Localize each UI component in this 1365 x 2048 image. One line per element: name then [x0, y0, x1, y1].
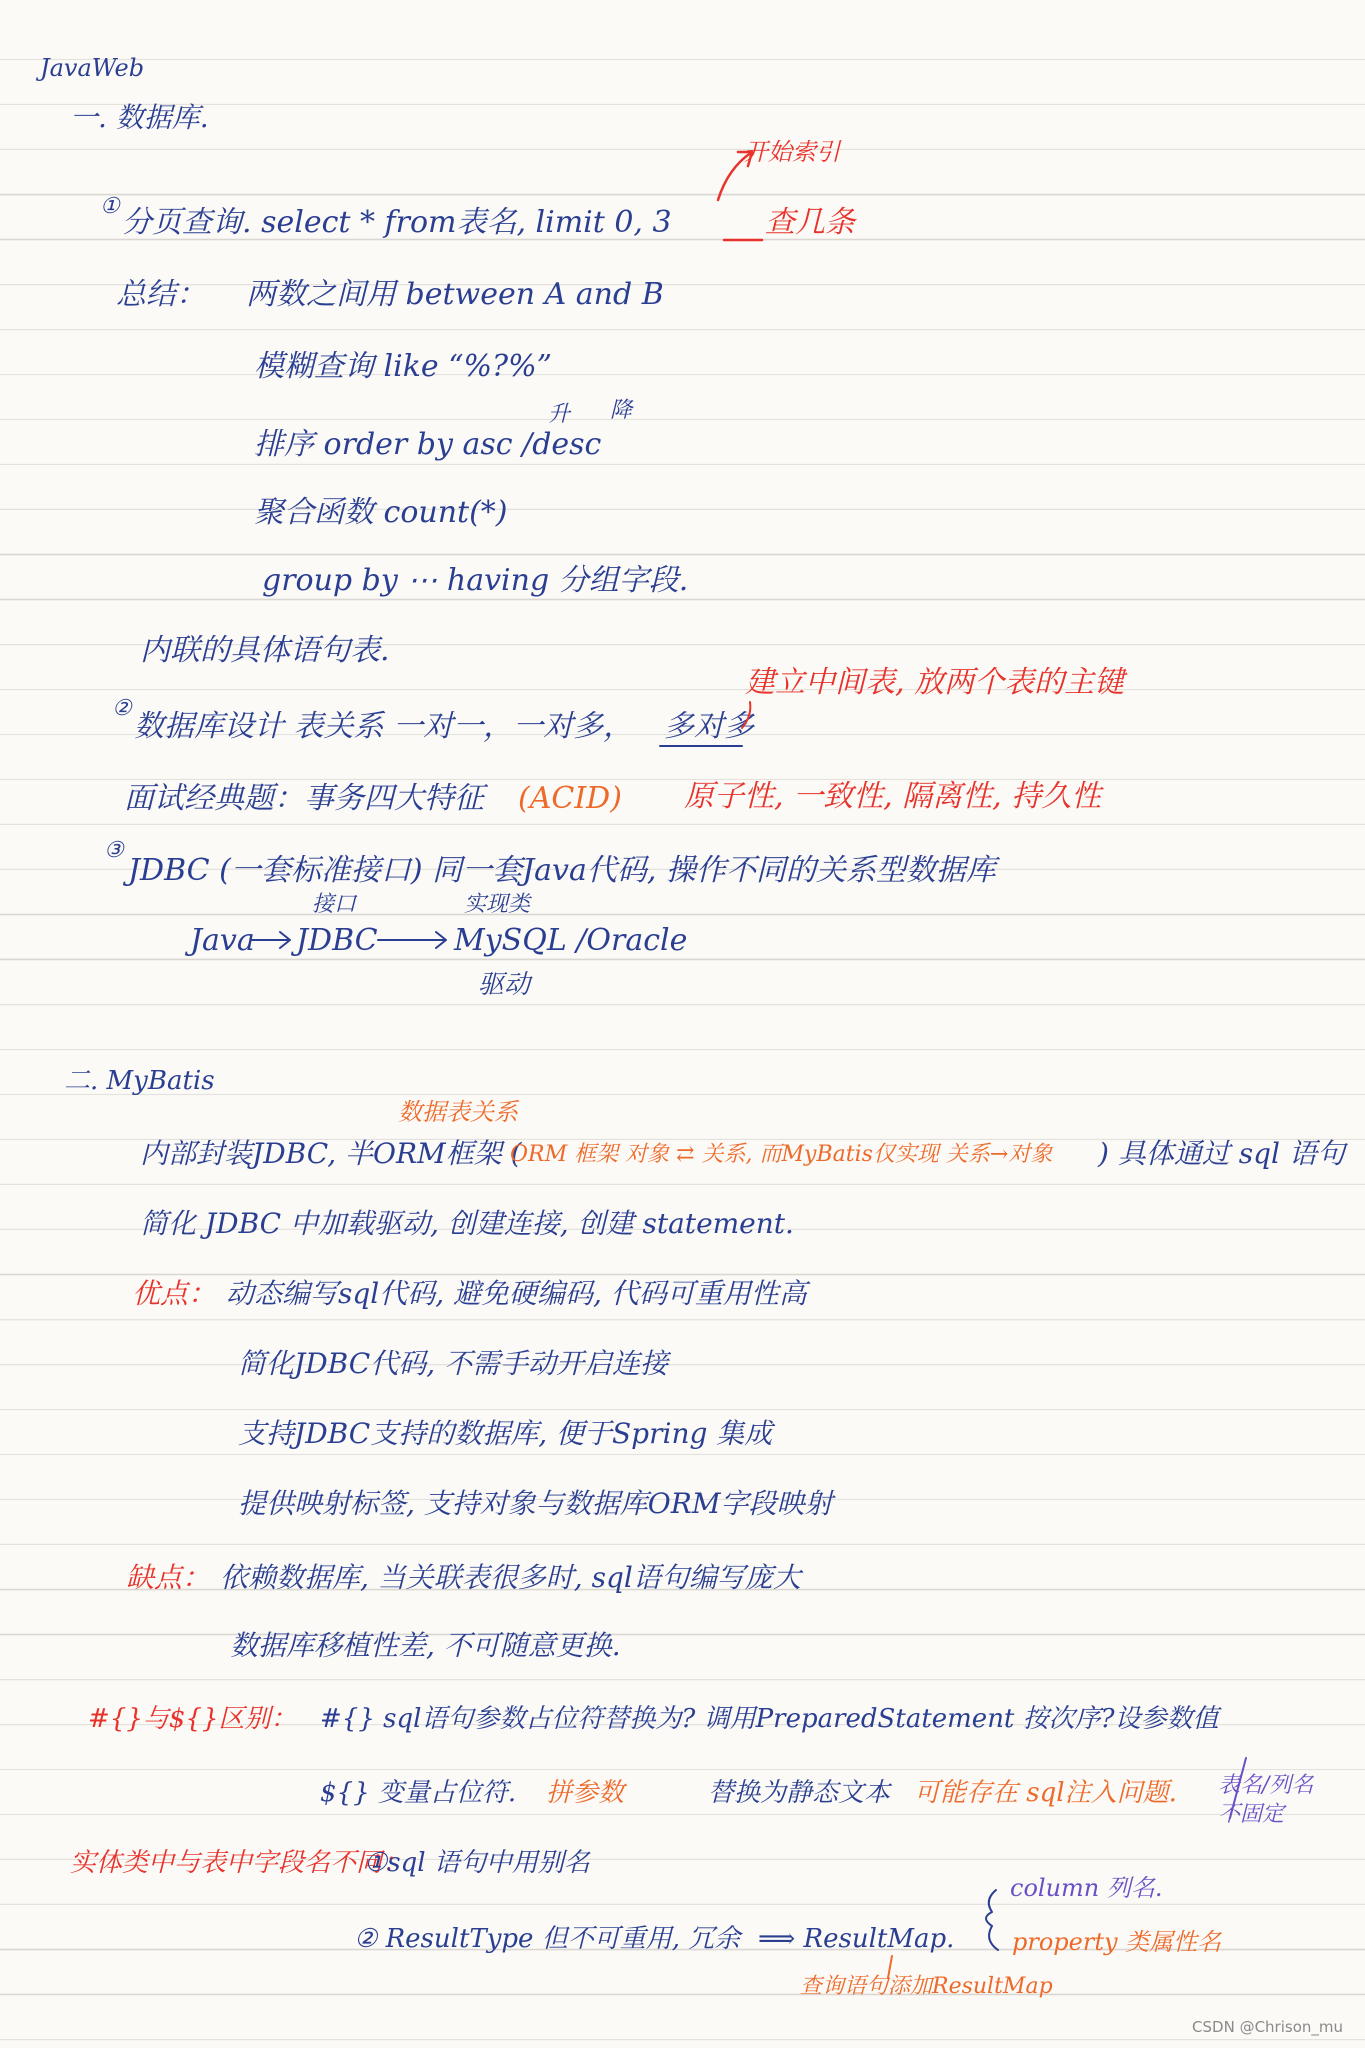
mybatis-intro-tail: ) 具体通过 sql 语句 [1098, 1137, 1345, 1170]
start-index-arrow [718, 152, 752, 200]
resultmap-note-arrow [888, 1956, 892, 1978]
summary-item-3: 排序 order by asc /desc [254, 427, 602, 462]
table-relation-note: 数据表关系 [398, 1098, 518, 1126]
diff-note-slash [1230, 1758, 1246, 1818]
flow-arrow-2 [378, 932, 446, 948]
summary-item-5: group by ⋯ having 分组字段. [262, 563, 689, 598]
cons-item-1: 依赖数据库, 当关联表很多时, sql语句编写庞大 [220, 1561, 801, 1594]
flow-java: Java [190, 923, 255, 958]
q2-note-arrow [742, 702, 750, 728]
diff-note: 表名/列名 不固定 [1218, 1773, 1314, 1827]
cons-label: 缺点： [126, 1561, 211, 1594]
column-note: column 列名. [1010, 1874, 1163, 1902]
asc-note: 升 [548, 402, 571, 427]
summary-label: 总结： [116, 277, 206, 312]
pros-label: 优点： [132, 1277, 217, 1310]
start-index-note: 开始索引 [744, 138, 840, 166]
q3-text: JDBC (一套标准接口) 同一套Java代码, 操作不同的关系型数据库 [128, 853, 996, 888]
cons-item-2: 数据库移植性差, 不可随意更换. [230, 1629, 621, 1662]
pros-item-3: 支持JDBC支持的数据库, 便于Spring 集成 [238, 1417, 773, 1450]
flow-arrow-1 [252, 932, 290, 948]
resultmap-note: 查询语句添加ResultMap [800, 1974, 1053, 1999]
q2-text: 数据库设计 表关系 一对一，一对多， [134, 709, 634, 744]
pros-item-2: 简化JDBC代码, 不需手动开启连接 [238, 1347, 668, 1380]
impl-note: 实现类 [464, 892, 531, 917]
orm-note: ORM 框架 对象 ⇄ 关系, 而MyBatis仅实现 关系→对象 [510, 1142, 1053, 1167]
diff-hash: #{} sql语句参数占位符替换为? 调用PreparedStatement 按次序?设参数值 [320, 1704, 1219, 1734]
section-2-heading: 二. MyBatis [64, 1066, 215, 1096]
page-title: JavaWeb [40, 54, 145, 82]
entity-item-2b: ⟹ ResultMap. [758, 1924, 955, 1954]
entity-item-2a: ② ResultType 但不可重用, 冗余 [354, 1924, 741, 1954]
pros-item-4: 提供映射标签, 支持对象与数据库ORM字段映射 [238, 1487, 833, 1520]
q1-text: 分页查询. select * from表名, limit 0, 3 [122, 205, 672, 240]
mybatis-intro: 内部封装JDBC, 半ORM框架 ( [140, 1137, 522, 1170]
brace [986, 1890, 998, 1950]
q1-number: ① [100, 194, 120, 219]
summary-item-1: 两数之间用 between A and B [246, 277, 664, 312]
property-note: property 类属性名 [1012, 1928, 1222, 1956]
section-1-heading: 一. 数据库. [70, 101, 209, 134]
driver-note: 驱动 [478, 970, 531, 1000]
diff-dollar-b: 拼参数 [546, 1778, 625, 1808]
flow-jdbc: JDBC [296, 923, 378, 958]
desc-note: 降 [610, 398, 633, 423]
diff-dollar-c: 替换为静态文本 [708, 1778, 891, 1808]
pros-item-1: 动态编写sql代码, 避免硬编码, 代码可重用性高 [226, 1277, 807, 1310]
q2-number: ② [112, 696, 132, 721]
watermark: CSDN @Chrison_mu [1192, 2018, 1343, 2036]
summary-item-6: 内联的具体语句表. [140, 633, 390, 668]
jdbc-interface-note: 接口 [312, 892, 357, 917]
flow-target: MySQL /Oracle [454, 923, 688, 958]
summary-item-2: 模糊查询 like “%?%” [254, 349, 552, 384]
diff-dollar-a: ${} 变量占位符. [320, 1778, 517, 1808]
acid-properties: 原子性, 一致性, 隔离性, 持久性 [684, 779, 1102, 814]
q2-tail: 多对多 [664, 709, 754, 744]
entity-label: 实体类中与表中字段名不同： [70, 1848, 409, 1878]
interview-text: 面试经典题：事务四大特征 [124, 781, 484, 816]
q2-note: 建立中间表, 放两个表的主键 [745, 665, 1125, 700]
diff-label: #{}与${}区别： [88, 1704, 297, 1734]
acid-label: (ACID) [518, 781, 622, 816]
entity-item-1: ①sql 语句中用别名 [364, 1848, 590, 1878]
q1-tail: 查几条 [765, 205, 855, 240]
summary-item-4: 聚合函数 count(*) [254, 495, 508, 530]
q3-number: ③ [104, 838, 124, 863]
simplify-text: 简化 JDBC 中加载驱动, 创建连接, 创建 statement. [140, 1207, 794, 1240]
diff-dollar-d: 可能存在 sql注入问题. [914, 1778, 1177, 1808]
